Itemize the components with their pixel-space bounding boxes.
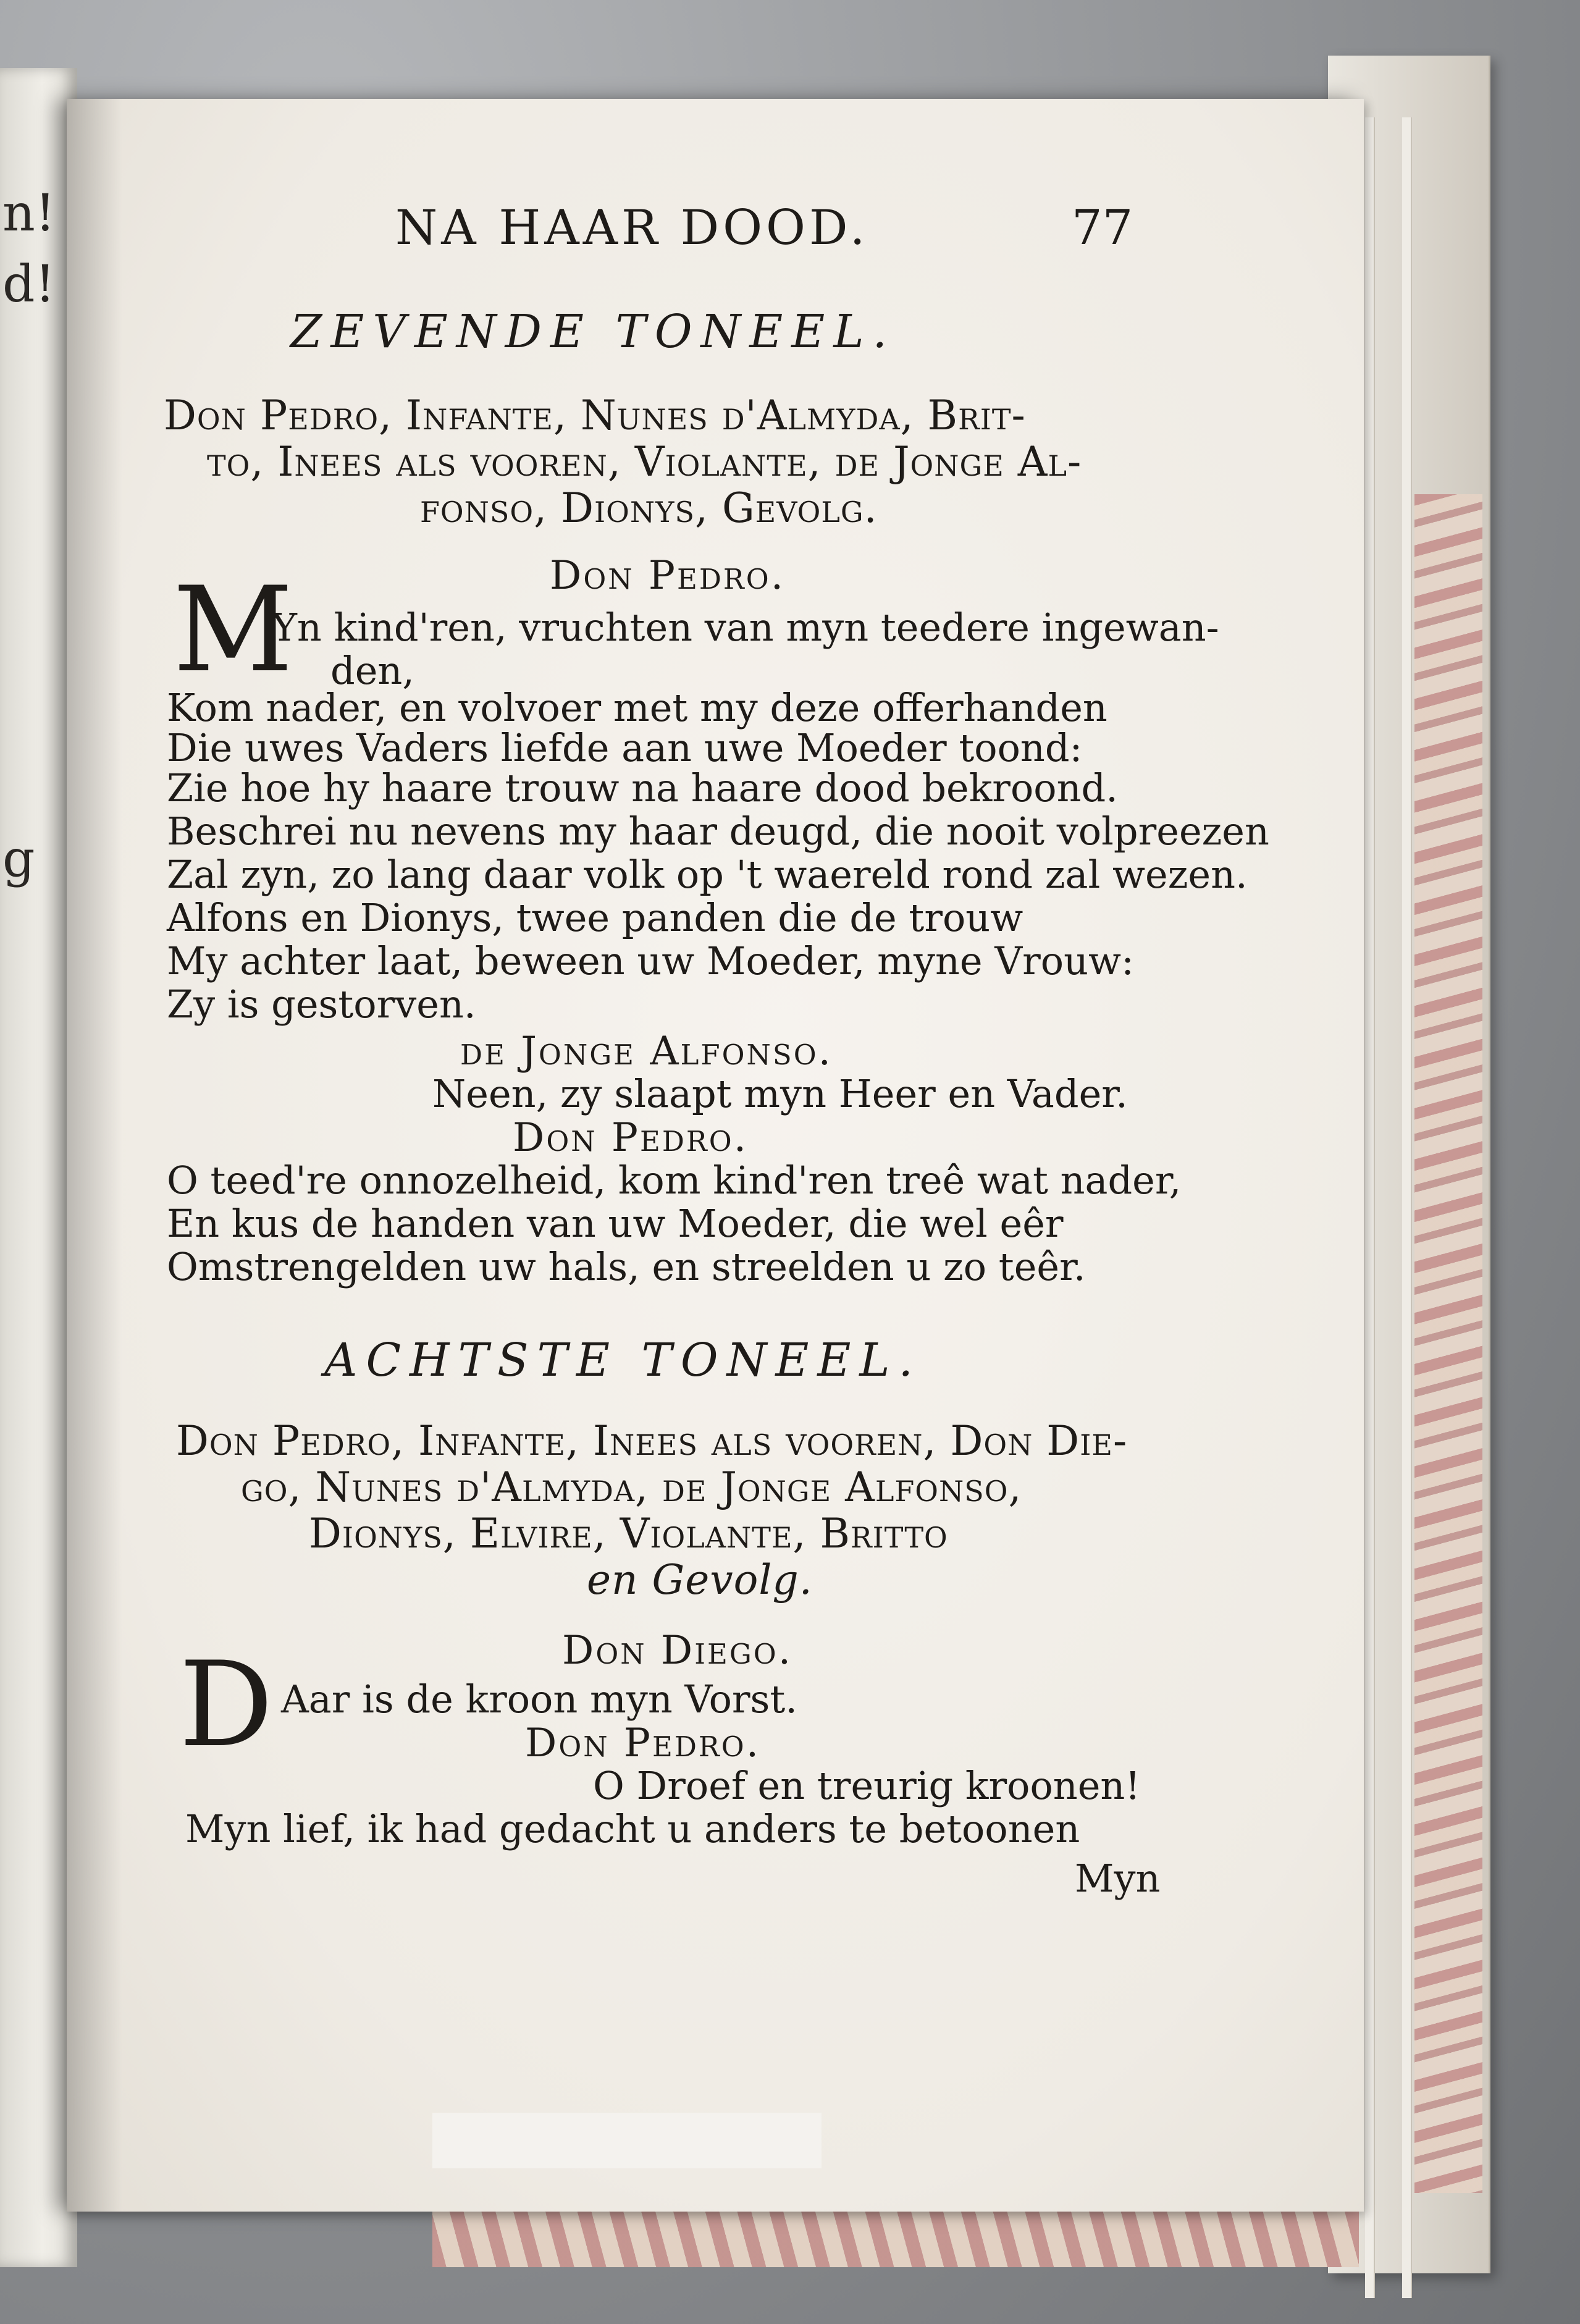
verse-line: O teed're onnozelheid, kom kind'ren treê wat nader,: [167, 1158, 1182, 1203]
verse-line: Omstrengelden uw hals, en streelden u zo teêr.: [167, 1244, 1086, 1289]
verse-line: Zy is gestorven.: [167, 982, 476, 1027]
verse-line: den,: [330, 648, 415, 693]
marbled-cover-edge: [1414, 494, 1482, 2193]
page-gutter-shadow: [67, 99, 122, 2212]
cast-line: Don Pedro, Infante, Inees als vooren, Don Die-: [176, 1417, 1128, 1465]
left-page-fragment: g: [2, 830, 35, 888]
cast-line: go, Nunes d'Almyda, de Jonge Alfonso,: [241, 1463, 1022, 1511]
cast-line: en Gevolg.: [587, 1556, 813, 1604]
verse-line: O Droef en treurig kroonen!: [593, 1763, 1141, 1808]
drop-capital: D: [179, 1636, 274, 1773]
verse-line: En kus de handen van uw Moeder, die wel eêr: [167, 1201, 1064, 1246]
catchword: Myn: [1075, 1856, 1161, 1901]
cast-line: to, Inees als vooren, Violante, de Jonge Al-: [207, 438, 1082, 486]
page-stack-edge: [1402, 117, 1412, 2298]
scene-title: ACHTSTE TONEEL.: [324, 1334, 922, 1387]
verse-line: Zal zyn, zo lang daar volk op 't waereld rond zal wezen.: [167, 852, 1248, 897]
page-number: 77: [1072, 200, 1133, 256]
verse-line: Myn lief, ik had gedacht u anders te betoonen: [185, 1806, 1080, 1851]
running-head: NA HAAR DOOD.: [395, 200, 869, 256]
cast-line: fonso, Dionys, Gevolg.: [420, 484, 878, 532]
verse-line: Beschrei nu nevens my haar deugd, die nooit volpreezen: [167, 809, 1269, 854]
cast-line: Don Pedro, Infante, Nunes d'Almyda, Brit-: [164, 392, 1026, 439]
verse-line: Aar is de kroon myn Vorst.: [281, 1677, 797, 1722]
speaker-name: Don Diego.: [562, 1628, 793, 1674]
verse-line: Neen, zy slaapt myn Heer en Vader.: [432, 1071, 1128, 1116]
verse-line: Alfons en Dionys, twee panden die de trouw: [167, 895, 1023, 940]
verse-line: Yn kind'ren, vruchten van myn teedere ingewan-: [272, 605, 1219, 650]
speaker-name: Don Pedro.: [550, 553, 786, 599]
speaker-name: Don Pedro.: [513, 1115, 749, 1161]
left-page-fragment: n!: [2, 184, 56, 243]
speaker-name: de Jonge Alfonso.: [460, 1029, 833, 1074]
cast-line: Dionys, Elvire, Violante, Britto: [309, 1510, 948, 1557]
previous-page-edge: [0, 68, 77, 2267]
verse-line: Die uwes Vaders liefde aan uwe Moeder toond:: [167, 725, 1083, 770]
verse-line: Zie hoe hy haare trouw na haare dood bekroond.: [167, 765, 1118, 810]
left-page-fragment: d!: [2, 255, 56, 314]
verse-line: Kom nader, en volvoer met my deze offerhanden: [167, 685, 1107, 730]
paper-patch: [432, 2113, 822, 2168]
page-stack-edge: [1365, 117, 1375, 2298]
drop-capital: M: [173, 562, 293, 698]
scene-title: ZEVENDE TONEEL.: [290, 305, 896, 358]
verse-line: My achter laat, beween uw Moeder, myne Vrouw:: [167, 938, 1134, 983]
speaker-name: Don Pedro.: [525, 1720, 761, 1766]
